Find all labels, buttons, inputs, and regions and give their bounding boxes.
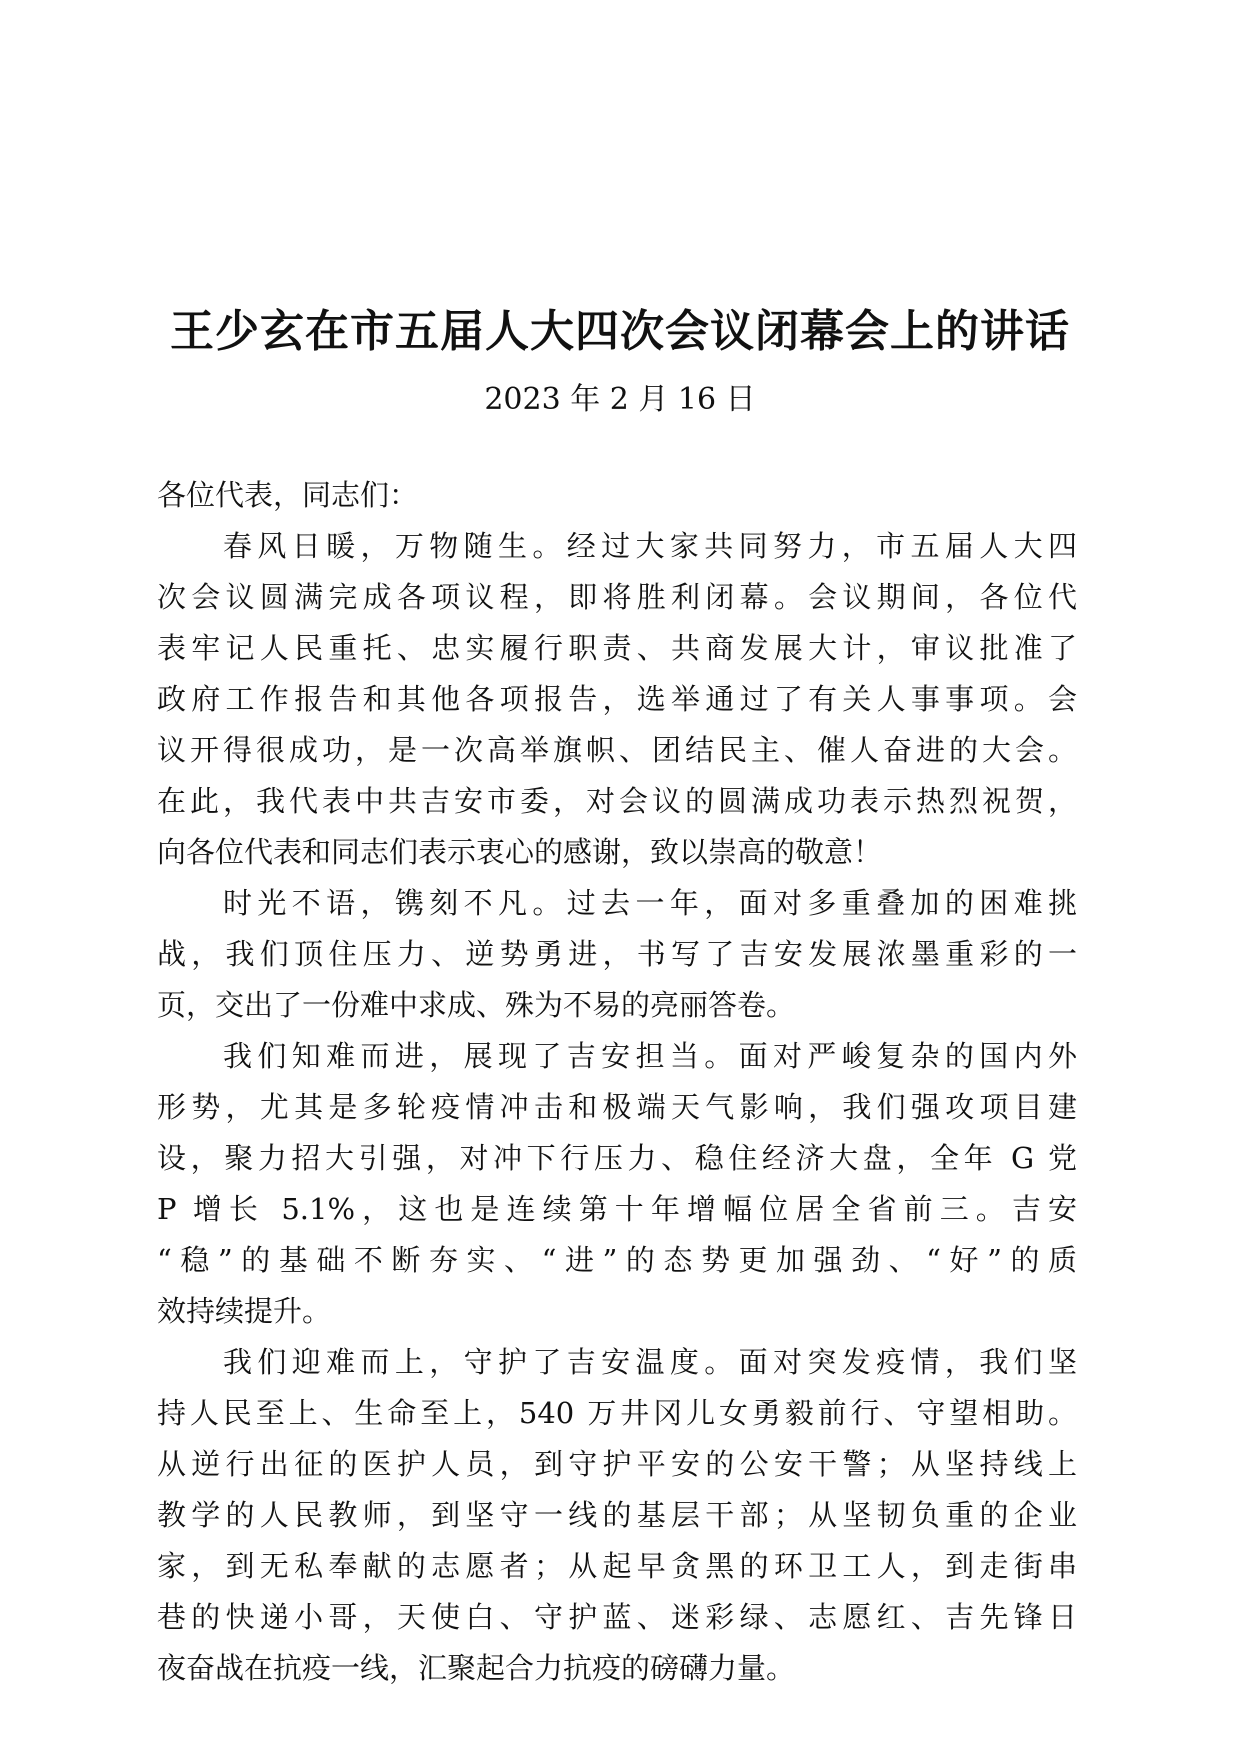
body-line: 我们知难而进，展现了吉安担当。面对严峻复杂的国内外: [223, 1039, 1077, 1073]
body-line: 春风日暖，万物随生。经过大家共同努力，市五届人大四: [223, 529, 1077, 563]
body-line: 表牢记人民重托、忠实履行职责、共商发展大计，审议批准了: [157, 631, 1077, 665]
document-title: 王少玄在市五届人大四次会议闭幕会上的讲话: [170, 306, 1070, 357]
body-line: 各位代表，同志们：: [157, 478, 419, 512]
body-line: 形势，尤其是多轮疫情冲击和极端天气影响，我们强攻项目建: [157, 1090, 1077, 1124]
body-line: 夜奋战在抗疫一线，汇聚起合力抗疫的磅礴力量。: [157, 1651, 796, 1685]
body-line: 从逆行出征的医护人员，到守护平安的公安干警；从坚持线上: [157, 1447, 1077, 1481]
body-line: 持人民至上、生命至上，540 万井冈儿女勇毅前行、守望相助。: [157, 1396, 1077, 1430]
body-line: 次会议圆满完成各项议程，即将胜利闭幕。会议期间，各位代: [157, 580, 1077, 614]
body-line: 页，交出了一份难中求成、殊为不易的亮丽答卷。: [157, 988, 796, 1022]
body-line: 战，我们顶住压力、逆势勇进，书写了吉安发展浓墨重彩的一: [157, 937, 1077, 971]
body-line: 在此，我代表中共吉安市委，对会议的圆满成功表示热烈祝贺，: [157, 784, 1077, 818]
body-line: P 增长 5.1%，这也是连续第十年增幅位居全省前三。吉安: [157, 1192, 1077, 1226]
body-line: 教学的人民教师，到坚守一线的基层干部；从坚韧负重的企业: [157, 1498, 1077, 1532]
body-line: 效持续提升。: [157, 1294, 332, 1328]
body-line: 设，聚力招大引强，对冲下行压力、稳住经济大盘，全年 G 党: [157, 1141, 1077, 1175]
body-line: 我们迎难而上，守护了吉安温度。面对突发疫情，我们坚: [223, 1345, 1077, 1379]
document-body: [157, 470, 1077, 1694]
body-line: 议开得很成功，是一次高举旗帜、团结民主、催人奋进的大会。: [157, 733, 1077, 767]
body-line: 向各位代表和同志们表示衷心的感谢，致以崇高的敬意！: [157, 835, 883, 869]
body-line: 家，到无私奉献的志愿者；从起早贪黑的环卫工人，到走街串: [157, 1549, 1077, 1583]
body-line: “稳”的基础不断夯实、“进”的态势更加强劲、“好”的质: [157, 1243, 1077, 1277]
body-line: 巷的快递小哥，天使白、守护蓝、迷彩绿、志愿红、吉先锋日: [157, 1600, 1077, 1634]
body-line: 时光不语，镌刻不凡。过去一年，面对多重叠加的困难挑: [223, 886, 1077, 920]
document-date: 2023 年 2 月 16 日: [484, 382, 756, 417]
body-line: 政府工作报告和其他各项报告，选举通过了有关人事事项。会: [157, 682, 1077, 716]
